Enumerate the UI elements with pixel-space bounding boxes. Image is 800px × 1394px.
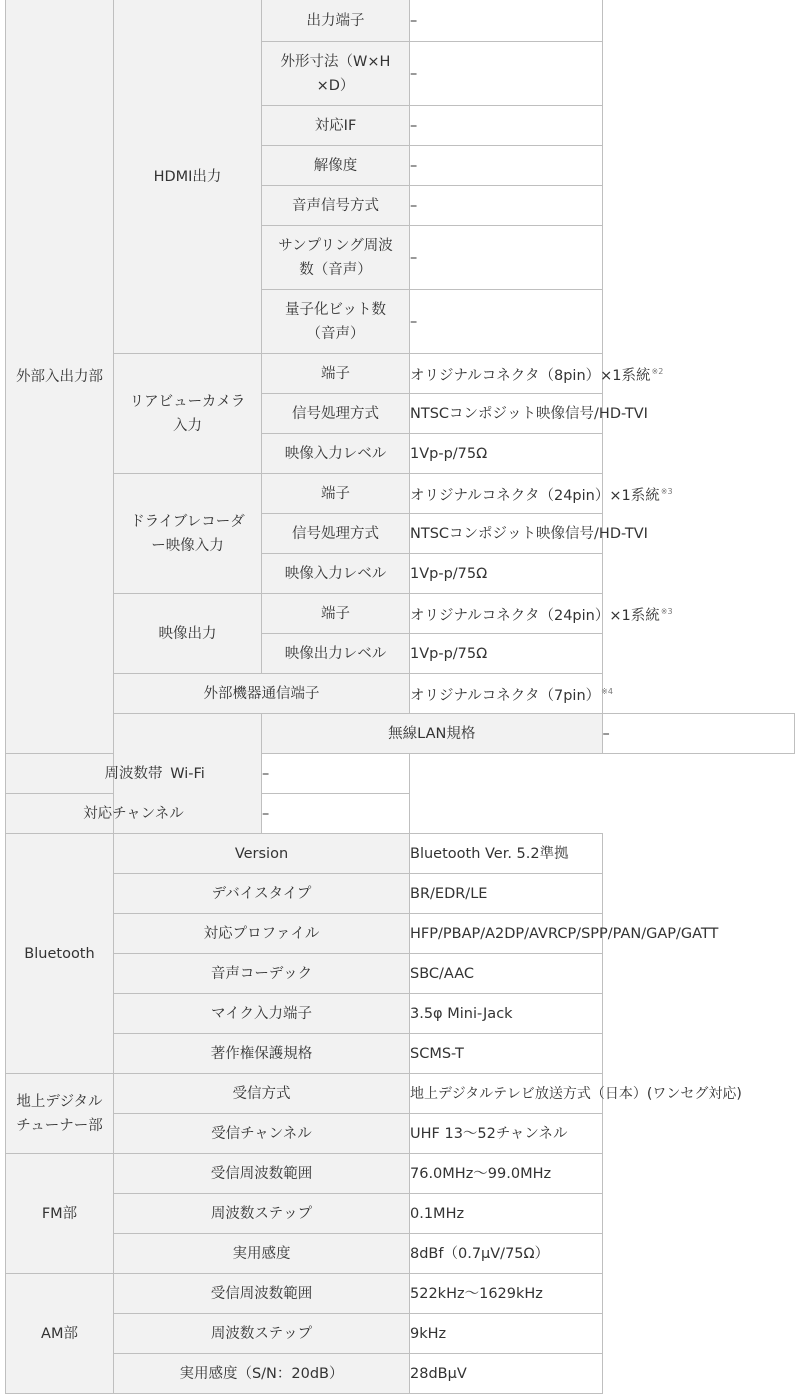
section-label: FM部 (41, 1205, 78, 1222)
row-label-text: 映像入力レベル (284, 565, 387, 582)
row-value: 28dBμV (410, 1354, 603, 1394)
row-value (410, 674, 613, 714)
row-label (6, 794, 262, 834)
row-label-text: 受信チャンネル (211, 1125, 312, 1142)
row-label (262, 554, 410, 594)
section-dtv (6, 1074, 114, 1154)
row-label (262, 186, 410, 226)
row-label-text: 端子 (321, 365, 350, 382)
row-label (114, 1194, 410, 1234)
table-row (6, 1074, 795, 1114)
row-value: – (410, 106, 603, 146)
row-value: 1Vp-p/75Ω (410, 634, 603, 674)
row-label (262, 434, 410, 474)
row-label (114, 914, 410, 954)
section-label: 外部入出力部 (16, 368, 103, 385)
row-value: – (410, 186, 603, 226)
table-row (6, 1314, 795, 1354)
footnote-mark: ※4 (601, 686, 613, 696)
row-value: 3.5φ Mini-Jack (410, 994, 603, 1034)
row-value (410, 594, 673, 634)
row-label (262, 394, 410, 434)
table-row (6, 874, 795, 914)
section-bluetooth (6, 834, 114, 1074)
row-label-text: 外部機器通信端子 (203, 685, 320, 702)
row-value: – (410, 226, 603, 290)
row-value: SCMS-T (410, 1034, 603, 1074)
table-row (6, 1194, 795, 1234)
row-label (114, 1074, 410, 1114)
section-label: Bluetooth (24, 945, 95, 962)
row-value: SBC/AAC (410, 954, 603, 994)
row-label (114, 954, 410, 994)
row-value-text: オリジナルコネクタ（24pin）×1系統 (410, 607, 660, 624)
table-row (6, 1354, 795, 1394)
row-value: HFP/PBAP/A2DP/AVRCP/SPP/PAN/GAP/GATT (410, 914, 603, 954)
row-label-text: 音声信号方式 (292, 197, 379, 214)
row-label-text: 信号処理方式 (292, 525, 379, 542)
row-label-text: 映像出力レベル (284, 645, 387, 662)
row-value-text: オリジナルコネクタ（8pin）×1系統 (410, 367, 651, 384)
table-row (6, 674, 795, 714)
row-label (114, 1354, 410, 1394)
table-row (6, 914, 795, 954)
section-label: 地上デジタル チューナー部 (16, 1093, 103, 1134)
group-recorder (114, 474, 262, 594)
table-row (6, 754, 795, 794)
row-label (262, 42, 410, 106)
row-label-text: 周波数ステップ (210, 1205, 313, 1222)
row-value: 8dBf（0.7μV/75Ω） (410, 1234, 603, 1274)
row-label (114, 1154, 410, 1194)
row-value: 1Vp-p/75Ω (410, 554, 603, 594)
row-value: UHF 13～52チャンネル (410, 1114, 603, 1154)
row-label-text: 対応チャンネル (83, 805, 184, 822)
table-row (6, 834, 795, 874)
group-label: 映像出力 (158, 625, 217, 642)
group-label: ドライブレコーダ ー映像入力 (130, 513, 245, 554)
row-value (410, 474, 673, 514)
row-value: – (410, 146, 603, 186)
row-value: 1Vp-p/75Ω (410, 434, 603, 474)
row-value: 76.0MHz～99.0MHz (410, 1154, 603, 1194)
row-label-text: Version (234, 845, 289, 862)
row-value: NTSCコンポジット映像信号/HD-TVI (410, 514, 603, 554)
row-label (114, 834, 410, 874)
spec-table (5, 0, 795, 1394)
row-value-text: オリジナルコネクタ（7pin） (410, 687, 601, 704)
section-label: AM部 (41, 1325, 78, 1342)
row-label-text: 端子 (321, 485, 350, 502)
row-label (262, 474, 410, 514)
row-label-text: 周波数帯 (104, 765, 163, 782)
row-label-text: 対応プロファイル (203, 925, 320, 942)
row-label (262, 594, 410, 634)
group-hdmi (114, 0, 262, 354)
row-label-text: 実用感度 (232, 1245, 291, 1262)
row-label-text: 端子 (321, 605, 350, 622)
row-value: BR/EDR/LE (410, 874, 603, 914)
row-label-text: 著作権保護規格 (210, 1045, 313, 1062)
row-label (262, 634, 410, 674)
table-row (6, 0, 795, 42)
row-value: 地上デジタルテレビ放送方式（日本）(ワンセグ対応) (410, 1074, 603, 1114)
row-value: – (262, 754, 410, 794)
table-row (6, 594, 795, 634)
table-row (6, 1234, 795, 1274)
row-label (6, 754, 262, 794)
row-label-text: 解像度 (313, 157, 358, 174)
row-value: 0.1MHz (410, 1194, 603, 1234)
footnote-mark: ※2 (651, 366, 664, 376)
row-label-text: 量子化ビット数 （音声） (285, 301, 386, 342)
row-label (114, 1034, 410, 1074)
row-label-text: デバイスタイプ (211, 885, 312, 902)
group-videoout (114, 594, 262, 674)
footnote-mark: ※3 (660, 486, 673, 496)
row-label-text: 出力端子 (306, 12, 365, 29)
row-label-text: 受信周波数範囲 (210, 1285, 313, 1302)
footnote-mark: ※3 (660, 606, 673, 616)
spec-table-body (6, 0, 795, 1394)
row-value: – (602, 714, 795, 754)
group-rearcam (114, 354, 262, 474)
row-label-text: 対応IF (314, 117, 357, 134)
row-label-text: 受信周波数範囲 (210, 1165, 313, 1182)
table-row (6, 794, 795, 834)
row-label (114, 1274, 410, 1314)
row-value: – (410, 0, 603, 42)
section-am (6, 1274, 114, 1394)
section-external (6, 0, 114, 754)
row-value: – (410, 290, 603, 354)
section-label: Wi-Fi (170, 765, 205, 782)
row-label (114, 1234, 410, 1274)
row-value: 9kHz (410, 1314, 603, 1354)
table-row (6, 1274, 795, 1314)
row-label (262, 714, 603, 754)
row-label (114, 994, 410, 1034)
row-label (114, 1114, 410, 1154)
group-label: リアビューカメラ 入力 (129, 393, 246, 434)
row-value-text: オリジナルコネクタ（24pin）×1系統 (410, 487, 660, 504)
row-value: NTSCコンポジット映像信号/HD-TVI (410, 394, 603, 434)
row-label-text: サンプリング周波 数（音声） (278, 237, 393, 278)
row-value: – (410, 42, 603, 106)
row-label (262, 106, 410, 146)
table-row (6, 994, 795, 1034)
row-label (262, 146, 410, 186)
row-value: 522kHz～1629kHz (410, 1274, 603, 1314)
row-label (114, 674, 410, 714)
row-label (114, 874, 410, 914)
group-label: HDMI出力 (153, 168, 222, 185)
row-label-text: 受信方式 (232, 1085, 291, 1102)
row-label-text: 映像入力レベル (284, 445, 387, 462)
row-label-text: 無線LAN規格 (388, 725, 476, 742)
row-label-text: 信号処理方式 (292, 405, 379, 422)
table-row (6, 1154, 795, 1194)
row-label-text: 外形寸法（W×H ×D） (280, 53, 391, 94)
row-label (262, 290, 410, 354)
row-label (262, 0, 410, 42)
row-label-text: 音声コーデック (210, 965, 313, 982)
row-value (410, 354, 664, 394)
row-label (262, 514, 410, 554)
row-label-text: マイク入力端子 (211, 1005, 312, 1022)
table-row (6, 1034, 795, 1074)
row-label-text: 実用感度（S/N：20dB） (179, 1365, 344, 1382)
row-label (262, 226, 410, 290)
row-value: – (262, 794, 410, 834)
row-value: Bluetooth Ver. 5.2準拠 (410, 834, 603, 874)
section-fm (6, 1154, 114, 1274)
table-row (6, 714, 795, 754)
table-row (6, 1114, 795, 1154)
table-row (6, 954, 795, 994)
row-label (114, 1314, 410, 1354)
row-label-text: 周波数ステップ (210, 1325, 313, 1342)
table-row (6, 354, 795, 394)
row-label (262, 354, 410, 394)
table-row (6, 474, 795, 514)
